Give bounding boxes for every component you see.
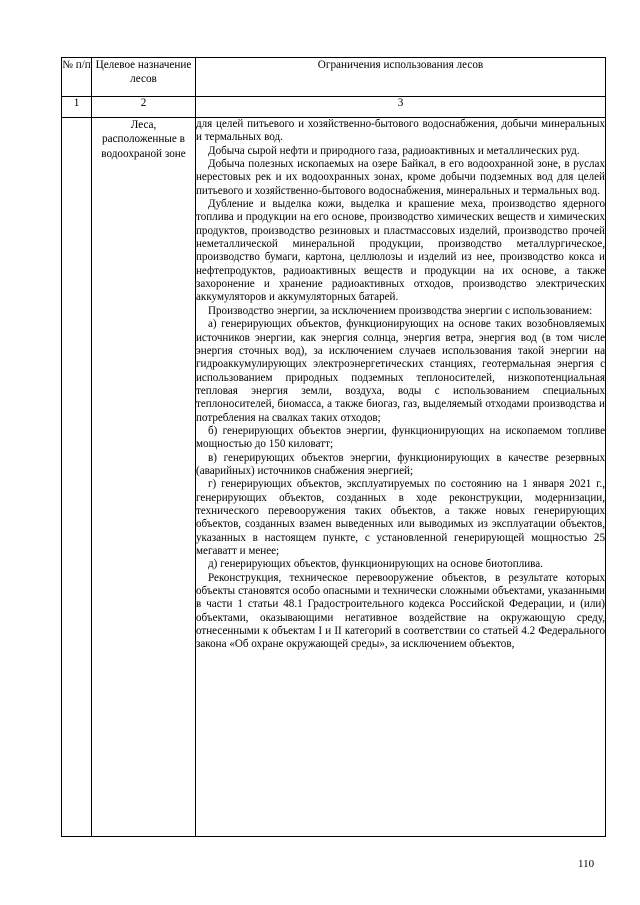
forest-purpose-cell: Леса, расположенные в водоохраной зоне [92, 118, 196, 837]
restriction-paragraph: г) генерирующих объектов, эксплуатируемых по состоянию на 1 января 2021 г., генерирующих объектов, созданных в ходе реконструкции, модернизации, технического перевооружения таких объектов, а также новых генерирующих объектов, созданных взамен выведенных или выводимых из эксплуатации объектов, указанных в настоящем пункте, с установленной генерирующей мощностью 25 мегаватт и менее; [196, 478, 605, 557]
restriction-paragraph: Добыча полезных ископаемых на озере Байкал, в его водоохранной зоне, в руслах нерестовых рек и их водоохранных зонах, кроме добычи подземных вод для целей питьевого и хозяйственно-бытового водоснабжения, минеральных и термальных вод. [196, 158, 605, 197]
table-header-row [62, 58, 606, 97]
restriction-paragraph: а) генерирующих объектов, функционирующих на основе таких возобновляемых источников энергии, как энергия солнца, энергия ветра, энергия вод (в том числе энергия сточных вод), за исключением случаев использования такой энергии на гидроаккумулирующих электроэнергетических станциях, геотермальная энергия с использованием природных подземных теплоносителей, низкопотенциальная тепловая энергия земли, воздуха, воды с использованием специальных теплоносителей, биомасса, а также биогаз, газ, выделяемый отходами производства и потребления на свалках таких отходов; [196, 318, 605, 424]
column-number-row [62, 97, 606, 118]
table-row [62, 118, 606, 837]
restriction-paragraph: д) генерирующих объектов, функционирующих на основе биотоплива. [208, 558, 543, 571]
column-number-3: 3 [196, 97, 606, 118]
restriction-paragraph: Дубление и выделка кожи, выделка и крашение меха, производство ядерного топлива и продукции на его основе, производство химических веществ и химических продуктов, производство резиновых и пластмассовых изделий, производство прочей неметаллической минеральной продукции, производство металлургическое, производство бумаги, картона, целлюлозы и изделий из нее, производство кокса и нефтепродуктов, радиоактивных веществ и продукции на их основе, а также захоронение и хранение радиоактивных отходов, производство электрических аккумуляторов и аккумуляторных батарей. [196, 198, 605, 304]
column-number-2: 2 [92, 97, 196, 118]
header-number: № п/п [62, 58, 92, 97]
restriction-paragraph: б) генерирующих объектов энергии, функционирующих на ископаемом топливе мощностью до 150 киловатт; [196, 424, 605, 451]
restriction-paragraph: в) генерирующих объектов энергии, функционирующих в качестве резервных (аварийных) источников снабжения энергией; [196, 451, 605, 477]
page-number: 110 [578, 858, 595, 870]
restriction-paragraph: для целей питьевого и хозяйственно-бытового водоснабжения, добычи минеральных и термальных вод. [196, 118, 605, 144]
column-number-1: 1 [62, 97, 92, 118]
restriction-paragraph: Добыча сырой нефти и природного газа, радиоактивных и металлических руд. [208, 144, 580, 157]
header-restrictions: Ограничения использования лесов [196, 58, 606, 97]
restriction-paragraph: Производство энергии, за исключением производства энергии с использованием: [208, 304, 593, 317]
restrictions-cell [196, 118, 606, 837]
header-purpose: Целевое назначение лесов [92, 58, 196, 97]
row-number-cell [62, 118, 92, 837]
restriction-paragraph: Реконструкция, техническое перевооружение объектов, в результате которых объекты становятся особо опасными и технически сложными объектами, указанными в части 1 статьи 48.1 Градостроительного кодекса Российской Федерации, и (или) объектами, оказывающими негативное воздействие на окружающую среду, отнесенными к объектам I и II категорий в соответствии со статьей 4.2 Федерального закона «Об охране окружающей среды», за исключением объектов, [196, 571, 605, 651]
restrictions-table [61, 57, 606, 837]
